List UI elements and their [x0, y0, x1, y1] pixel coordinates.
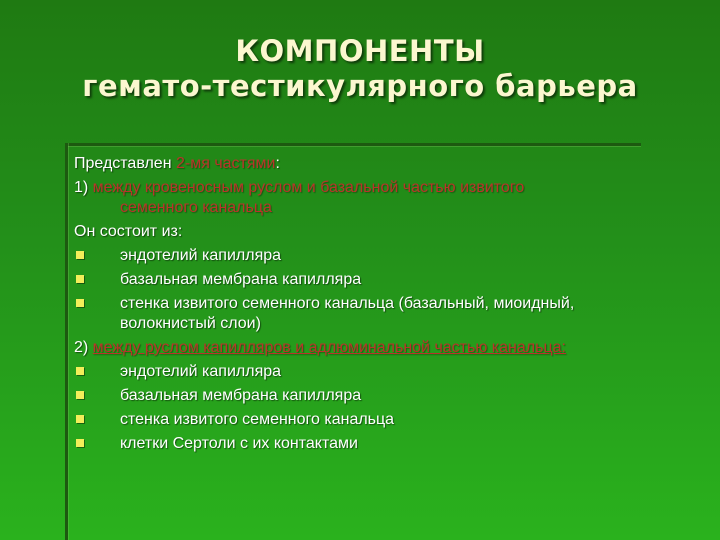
horizontal-rule: [65, 143, 641, 146]
list-item: [74, 410, 704, 430]
part2-number: 2): [74, 339, 93, 356]
intro-line: [74, 154, 704, 174]
intro-suffix: :: [275, 155, 280, 172]
bullet-square-icon: [76, 275, 84, 283]
part1-text-line1: между кровеносным руслом и базальной частью извитого: [92, 179, 525, 196]
part2-text: между руслом капилляров и адлюминальной частью канальца:: [92, 339, 566, 356]
part1-item-2: базальная мембрана капилляра: [120, 271, 362, 288]
title-line-1: КОМПОНЕНТЫ: [235, 34, 485, 68]
part1-item-1: эндотелий капилляра: [120, 247, 282, 264]
intro-prefix: Представлен: [74, 155, 176, 172]
consists-label: Он состоит из:: [74, 223, 183, 240]
slide-body: [74, 154, 704, 458]
bullet-square-icon: [76, 251, 84, 259]
part1-heading: [74, 178, 704, 198]
bullet-square-icon: [76, 391, 84, 399]
intro-highlight: 2-мя частями: [175, 155, 276, 172]
part2-item-1: эндотелий капилляра: [120, 363, 282, 380]
part1-item-3: стенка извитого семенного канальца (базальный, миоидный,: [120, 295, 575, 312]
bullet-square-icon: [76, 299, 84, 307]
part1-text-line2: семенного канальца: [120, 199, 272, 216]
list-item: [74, 362, 704, 382]
title-line-2: гемато-тестикулярного барьера: [82, 69, 638, 103]
bullet-square-icon: [76, 415, 84, 423]
part2-heading: [74, 338, 704, 358]
list-item: [74, 434, 704, 454]
part1-item-3-cont: волокнистый слои): [120, 315, 261, 332]
bullet-square-icon: [76, 367, 84, 375]
list-item: [74, 246, 704, 266]
list-item: [74, 386, 704, 406]
part2-item-2: базальная мембрана капилляра: [120, 387, 362, 404]
bullet-square-icon: [76, 439, 84, 447]
list-item: [74, 270, 704, 290]
vertical-rule: [65, 143, 68, 540]
part2-item-4: клетки Сертоли с их контактами: [120, 435, 358, 452]
part2-item-3: стенка извитого семенного канальца: [120, 411, 395, 428]
list-item: [74, 294, 704, 334]
part1-number: 1): [74, 179, 93, 196]
slide-title: [0, 34, 720, 104]
